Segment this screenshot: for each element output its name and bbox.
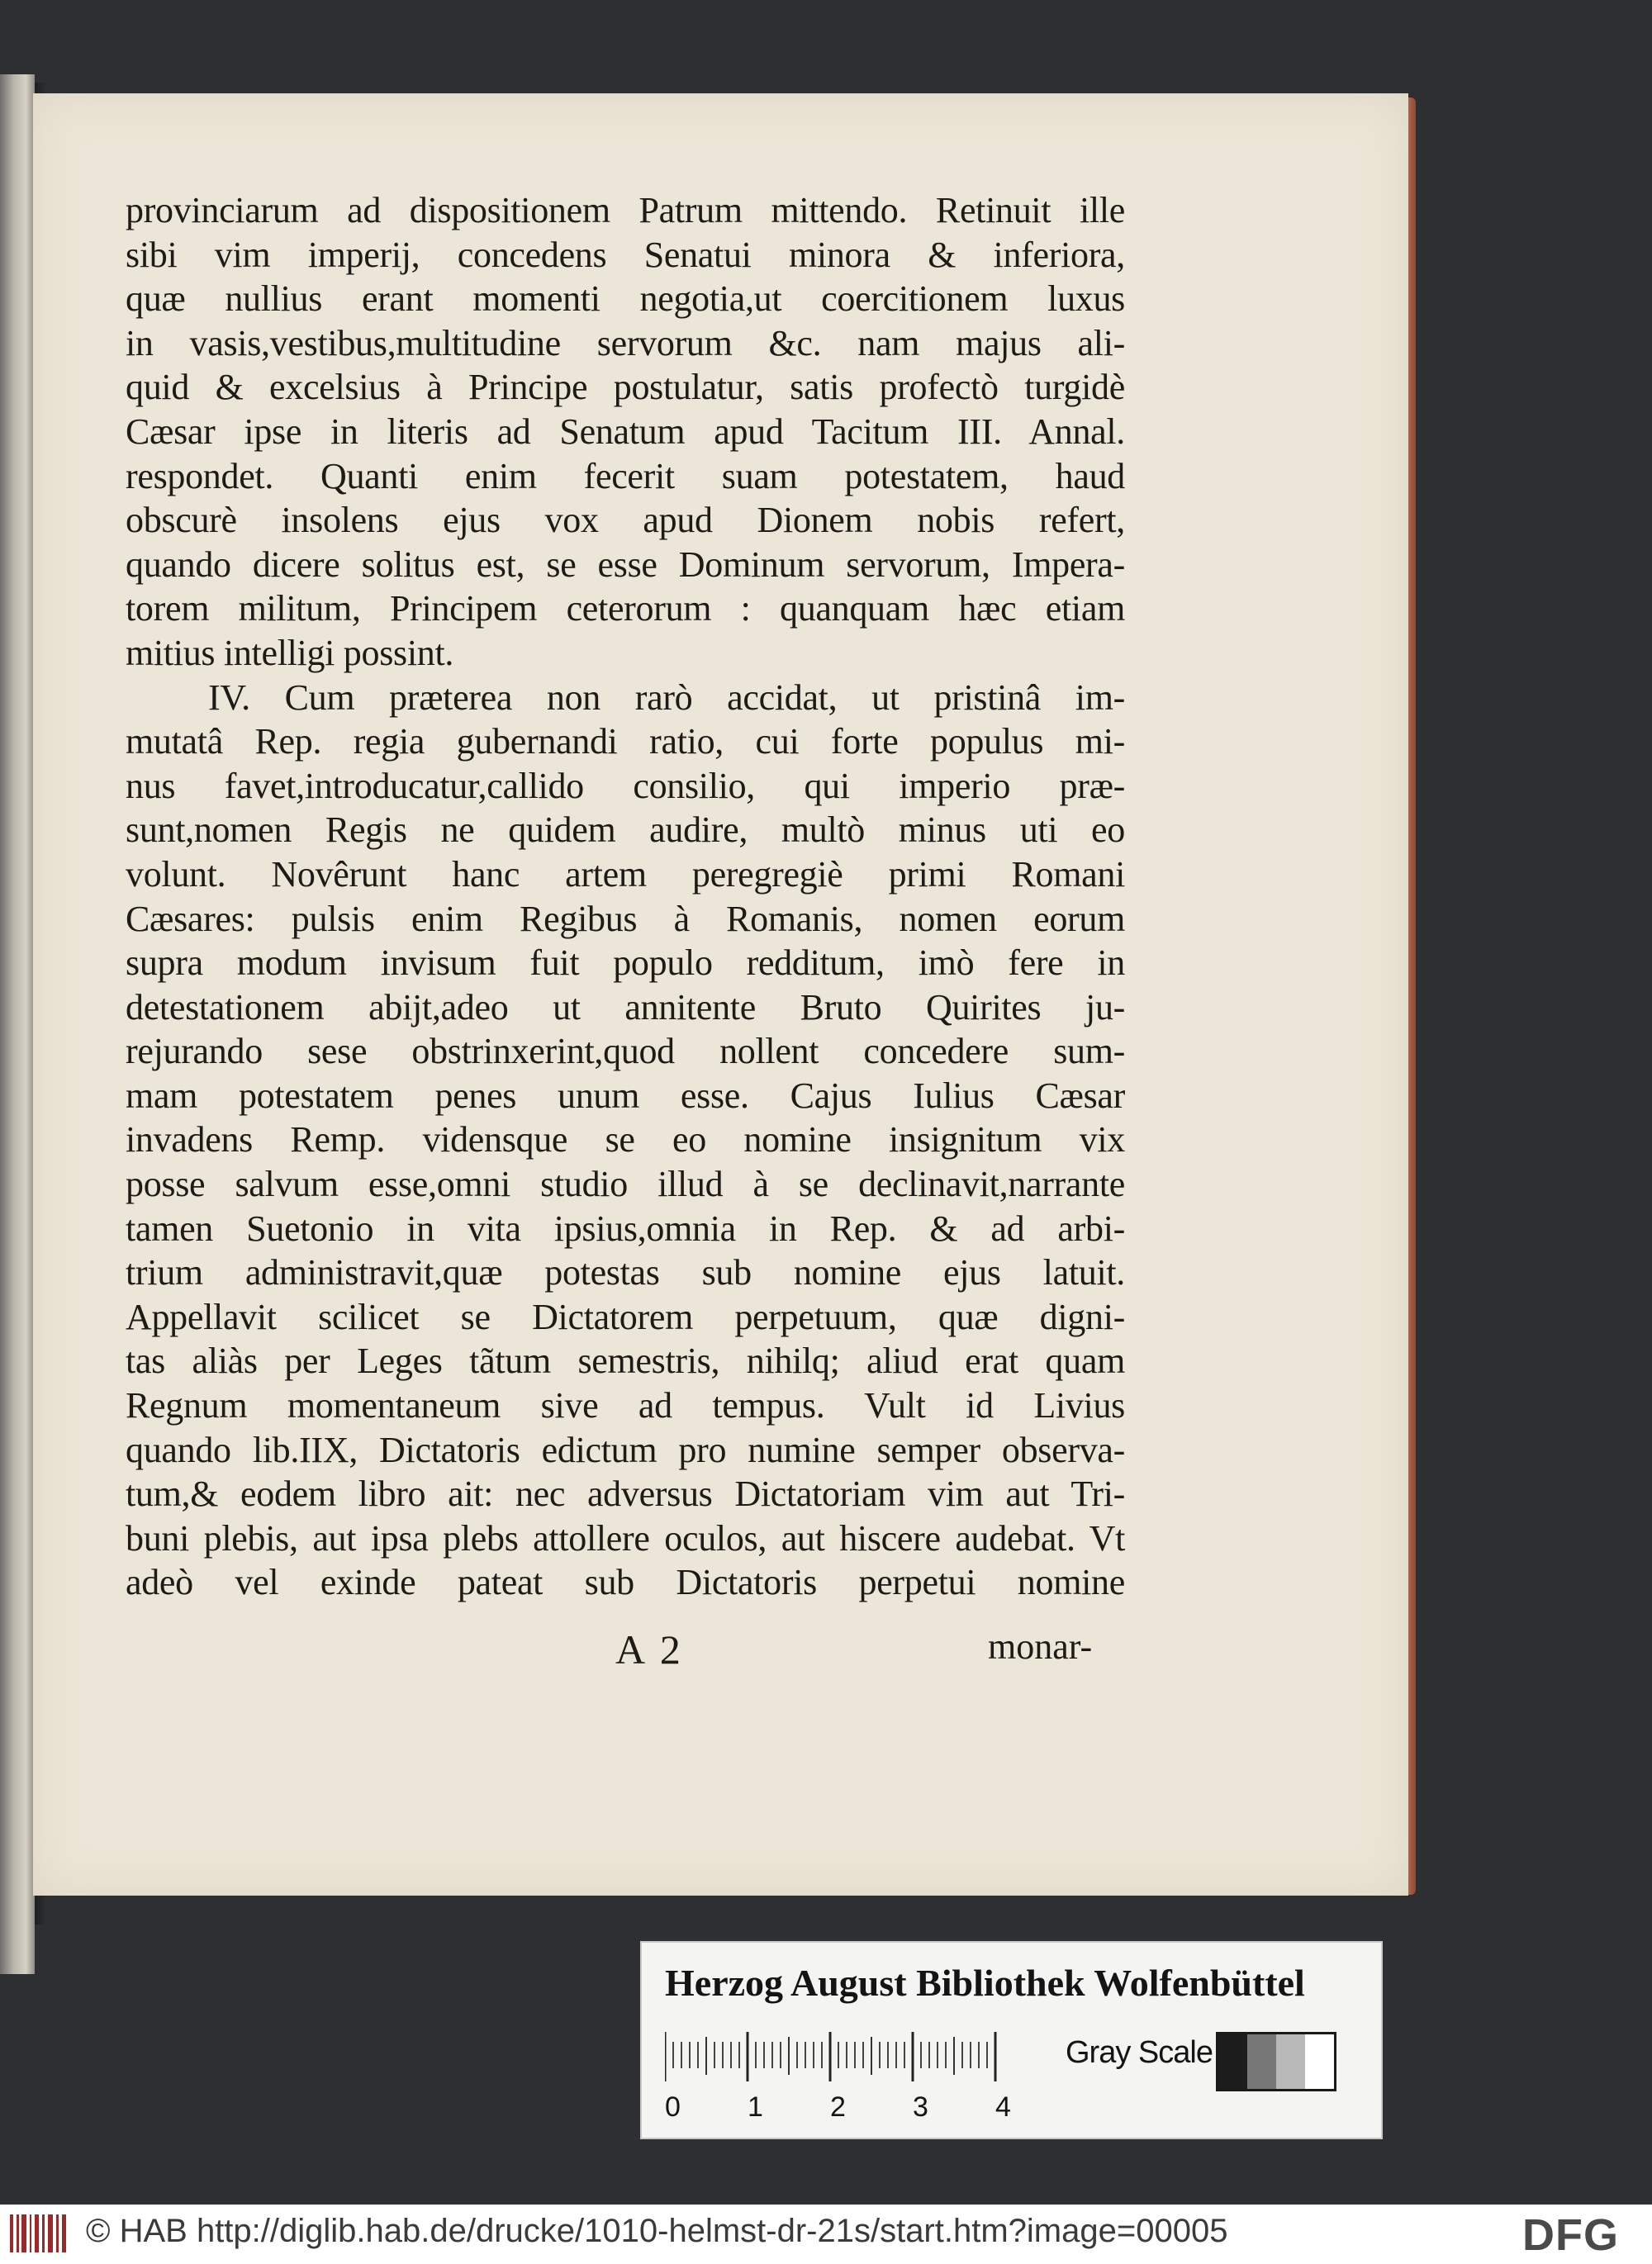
text-line: tum,& eodem libro ait: nec adversus Dictatoriam vim aut Tri- bbox=[126, 1474, 1125, 1515]
barcode-icon bbox=[10, 2214, 68, 2252]
text-line: obscurè insolens ejus vox apud Dionem nobis refert, bbox=[126, 500, 1125, 541]
text-line: torem militum, Principem ceterorum : quanquam hæc etiam bbox=[126, 588, 1125, 629]
catchword: monar- bbox=[988, 1626, 1093, 1667]
gray-swatch bbox=[1276, 2034, 1305, 2089]
gray-swatch bbox=[1218, 2034, 1247, 2089]
text-line: IV. Cum præterea non rarò accidat, ut pristinâ im- bbox=[208, 676, 1125, 718]
text-line: mutatâ Rep. regia gubernandi ratio, cui forte populus mi- bbox=[126, 721, 1125, 762]
text-line: trium administravit,quæ potestas sub nomine ejus latuit. bbox=[126, 1252, 1125, 1293]
text-line: mam potestatem penes unum esse. Cajus Iulius Cæsar bbox=[126, 1075, 1125, 1116]
text-line: quando dicere solitus est, se esse Dominum servorum, Impera- bbox=[126, 543, 1125, 585]
signature-mark: A 2 bbox=[615, 1626, 684, 1673]
library-color-card bbox=[640, 1941, 1383, 2139]
dfg-logo: DFG bbox=[1522, 2210, 1619, 2260]
text-line: detestationem abijt,adeo ut annitente Bruto Quirites ju- bbox=[126, 986, 1125, 1028]
text-line: rejurando sese obstrinxerint,quod nollent concedere sum- bbox=[126, 1031, 1125, 1072]
text-line: Cæsares: pulsis enim Regibus à Romanis, nomen eorum bbox=[126, 898, 1125, 939]
text-line: posse salvum esse,omni studio illud à se declinavit,narrante bbox=[126, 1164, 1125, 1205]
page-text bbox=[126, 188, 1125, 1605]
text-line: Cæsar ipse in literis ad Senatum apud Tacitum III. Annal. bbox=[126, 411, 1125, 452]
gray-swatch bbox=[1247, 2034, 1276, 2089]
source-url[interactable]: © HAB http://diglib.hab.de/drucke/1010-helmst-dr-21s/start.htm?image=00005 bbox=[86, 2213, 1228, 2249]
text-line: quando lib.IIX, Dictatoris edictum pro numine semper observa- bbox=[126, 1429, 1125, 1470]
gray-scale-swatch bbox=[1216, 2032, 1336, 2091]
text-line: buni plebis, aut ipsa plebs attollere oculos, aut hiscere audebat. Vt bbox=[126, 1517, 1125, 1559]
ruler-number: 2 bbox=[830, 2091, 846, 2123]
ruler-number: 0 bbox=[665, 2091, 681, 2123]
text-line: respondet. Quanti enim fecerit suam potestatem, haud bbox=[126, 455, 1125, 496]
text-line: invadens Remp. vidensque se eo nomine insignitum vix bbox=[126, 1119, 1125, 1160]
library-name: Herzog August Bibliothek Wolfenbüttel bbox=[665, 1962, 1305, 2004]
ruler-number: 3 bbox=[913, 2091, 928, 2123]
footer-bar bbox=[0, 2205, 1652, 2264]
text-line: quæ nullius erant momenti negotia,ut coercitionem luxus bbox=[126, 278, 1125, 320]
text-line: provinciarum ad dispositionem Patrum mittendo. Retinuit ille bbox=[126, 190, 1125, 230]
text-line: volunt. Novêrunt hanc artem peregregiè primi Romani bbox=[126, 853, 1125, 895]
text-line: sibi vim imperij, concedens Senatui minora & inferiora, bbox=[126, 234, 1125, 275]
gray-scale-label: Gray Scale bbox=[1066, 2035, 1213, 2070]
text-line: adeò vel exinde pateat sub Dictatoris perpetui nomine bbox=[126, 1562, 1125, 1603]
text-line: supra modum invisum fuit populo redditum, imò fere in bbox=[126, 942, 1125, 984]
book-left-edge bbox=[0, 74, 35, 1974]
gray-swatch bbox=[1305, 2034, 1334, 2089]
ruler-number: 4 bbox=[995, 2091, 1011, 2123]
text-line: Regnum momentaneum sive ad tempus. Vult id Livius bbox=[126, 1385, 1125, 1426]
text-line: mitius intelligi possint. bbox=[126, 632, 454, 673]
ruler-number: 1 bbox=[748, 2091, 763, 2123]
text-line: Appellavit scilicet se Dictatorem perpetuum, quæ digni- bbox=[126, 1296, 1125, 1337]
ruler-scale bbox=[665, 2025, 1037, 2124]
text-line: nus favet,introducatur,callido consilio, qui imperio præ- bbox=[126, 765, 1125, 806]
text-line: sunt,nomen Regis ne quidem audire, multò minus uti eo bbox=[126, 809, 1125, 851]
text-line: in vasis,vestibus,multitudine servorum &c. nam majus ali- bbox=[126, 322, 1125, 363]
text-line: tamen Suetonio in vita ipsius,omnia in Rep. & ad arbi- bbox=[126, 1208, 1125, 1249]
text-line: tas aliàs per Leges tãtum semestris, nihilq; aliud erat quam bbox=[126, 1341, 1125, 1382]
text-line: quid & excelsius à Principe postulatur, satis profectò turgidè bbox=[126, 367, 1125, 408]
